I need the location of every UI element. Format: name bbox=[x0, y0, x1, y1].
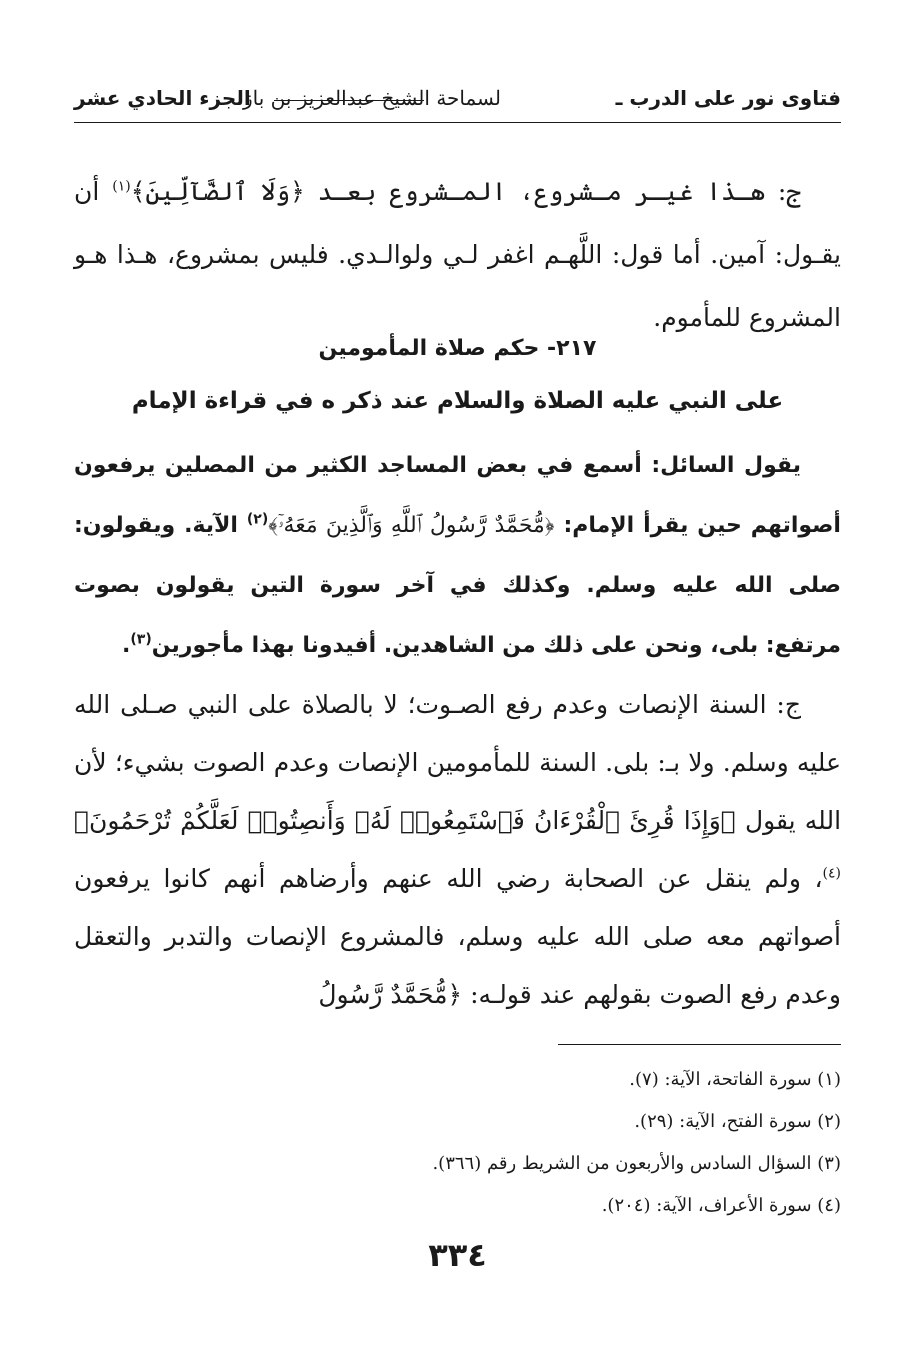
answer-paragraph-2 bbox=[74, 676, 841, 1024]
footnote-item: (٤) سورة الأعراف، الآية: (٢٠٤). bbox=[601, 1195, 841, 1216]
footnote-ref: (٢) bbox=[246, 511, 269, 528]
quran-verse: ﴿مُّحَمَّدٌ رَّسُولُ ٱللَّهِ وَٱلَّذِينَ مَعَهُۥٓ﴾ bbox=[268, 513, 555, 538]
header-rule bbox=[74, 122, 841, 123]
footnote-ref: (١) bbox=[112, 178, 131, 195]
answer-text: أن يقـول: آمين. أما قول: اللَّهـم اغفر لـي ولوالـدي. فليس بمشروع، هـذا هـو المشروع للمأموم. bbox=[74, 177, 841, 332]
question-text: يقول السائل: أسمع في بعض المساجد الكثير من المصلين يرفعون أصواتهم حين يقرأ الإمام: bbox=[74, 453, 841, 538]
volume-label: الجزء الحادي عشر bbox=[74, 86, 251, 110]
author-name: لسماحة الشيخ عبدالعزيز بن باز bbox=[242, 86, 501, 110]
question-text: الآية. ويقولون: صلى الله عليه وسلم. وكذلك في آخر سورة التين يقولون بصوت مرتفع: بلى، ونحن على ذلك من الشاهدين. أفيدونا بهذا مأجورين bbox=[74, 513, 841, 658]
footnote-ref: (٤) bbox=[822, 865, 841, 882]
answer-text: ج: السنة الإنصات وعدم رفع الصـوت؛ لا بالصلاة على النبي صـلى الله عليه وسلم. ولا بـ: بلى. السنة للمأمومين الإنصات وعدم الصوت بشيء؛ لأن الله يقول bbox=[74, 690, 842, 835]
footnotes bbox=[74, 1062, 841, 1230]
book-title: فتاوى نور على الدرب ـ bbox=[615, 86, 841, 110]
footnote-item: (١) سورة الفاتحة، الآية: (٧). bbox=[629, 1069, 841, 1090]
footnote-divider bbox=[558, 1044, 841, 1045]
question-paragraph bbox=[74, 436, 841, 676]
footnote-ref: (٣) bbox=[130, 631, 152, 648]
answer-text: ، ولم ينقل عن الصحابة رضي الله عنهم وأرضاهم أنهم كانوا يرفعون أصواتهم معه صلى الله عليه وسلم، فالمشروع الإنصات والتدبر والتعقل وعدم رفع الصوت بقولهم عند قولـه: bbox=[74, 864, 841, 1009]
fatwa-heading: ٢١٧- حكم صلاة المأمومين bbox=[318, 336, 597, 361]
quran-verse: ﴿مُّحَمَّدٌ رَّسُولُ bbox=[318, 980, 463, 1009]
quran-verse: ﴿وَإِذَا قُرِئَ ٱلْقُرْءَانُ فَٱسْتَمِعُوا۟ لَهُۥ وَأَنصِتُوا۟ لَعَلَّكُمْ تُرْحَمُونَ﴾ bbox=[74, 806, 736, 835]
footnote-item: (٣) السؤال السادس والأربعون من الشريط رقم (٣٦٦). bbox=[432, 1153, 841, 1174]
footnote-item: (٢) سورة الفتح، الآية: (٢٩). bbox=[634, 1111, 841, 1132]
page-number: ٣٣٤ bbox=[428, 1236, 487, 1274]
answer-text: ج: هـذا غيـر مـشروع، المـشروع بعـد bbox=[317, 177, 801, 206]
running-header bbox=[74, 86, 841, 120]
fatwa-subheading: على النبي عليه الصلاة والسلام عند ذكر ه في قراءة الإمام bbox=[131, 388, 784, 414]
question-end: . bbox=[122, 633, 131, 658]
answer-paragraph-1 bbox=[74, 160, 841, 349]
header-divider bbox=[274, 100, 424, 101]
quran-verse: ﴿وَلَا ٱلضَّآلِّينَ﴾ bbox=[130, 177, 305, 206]
